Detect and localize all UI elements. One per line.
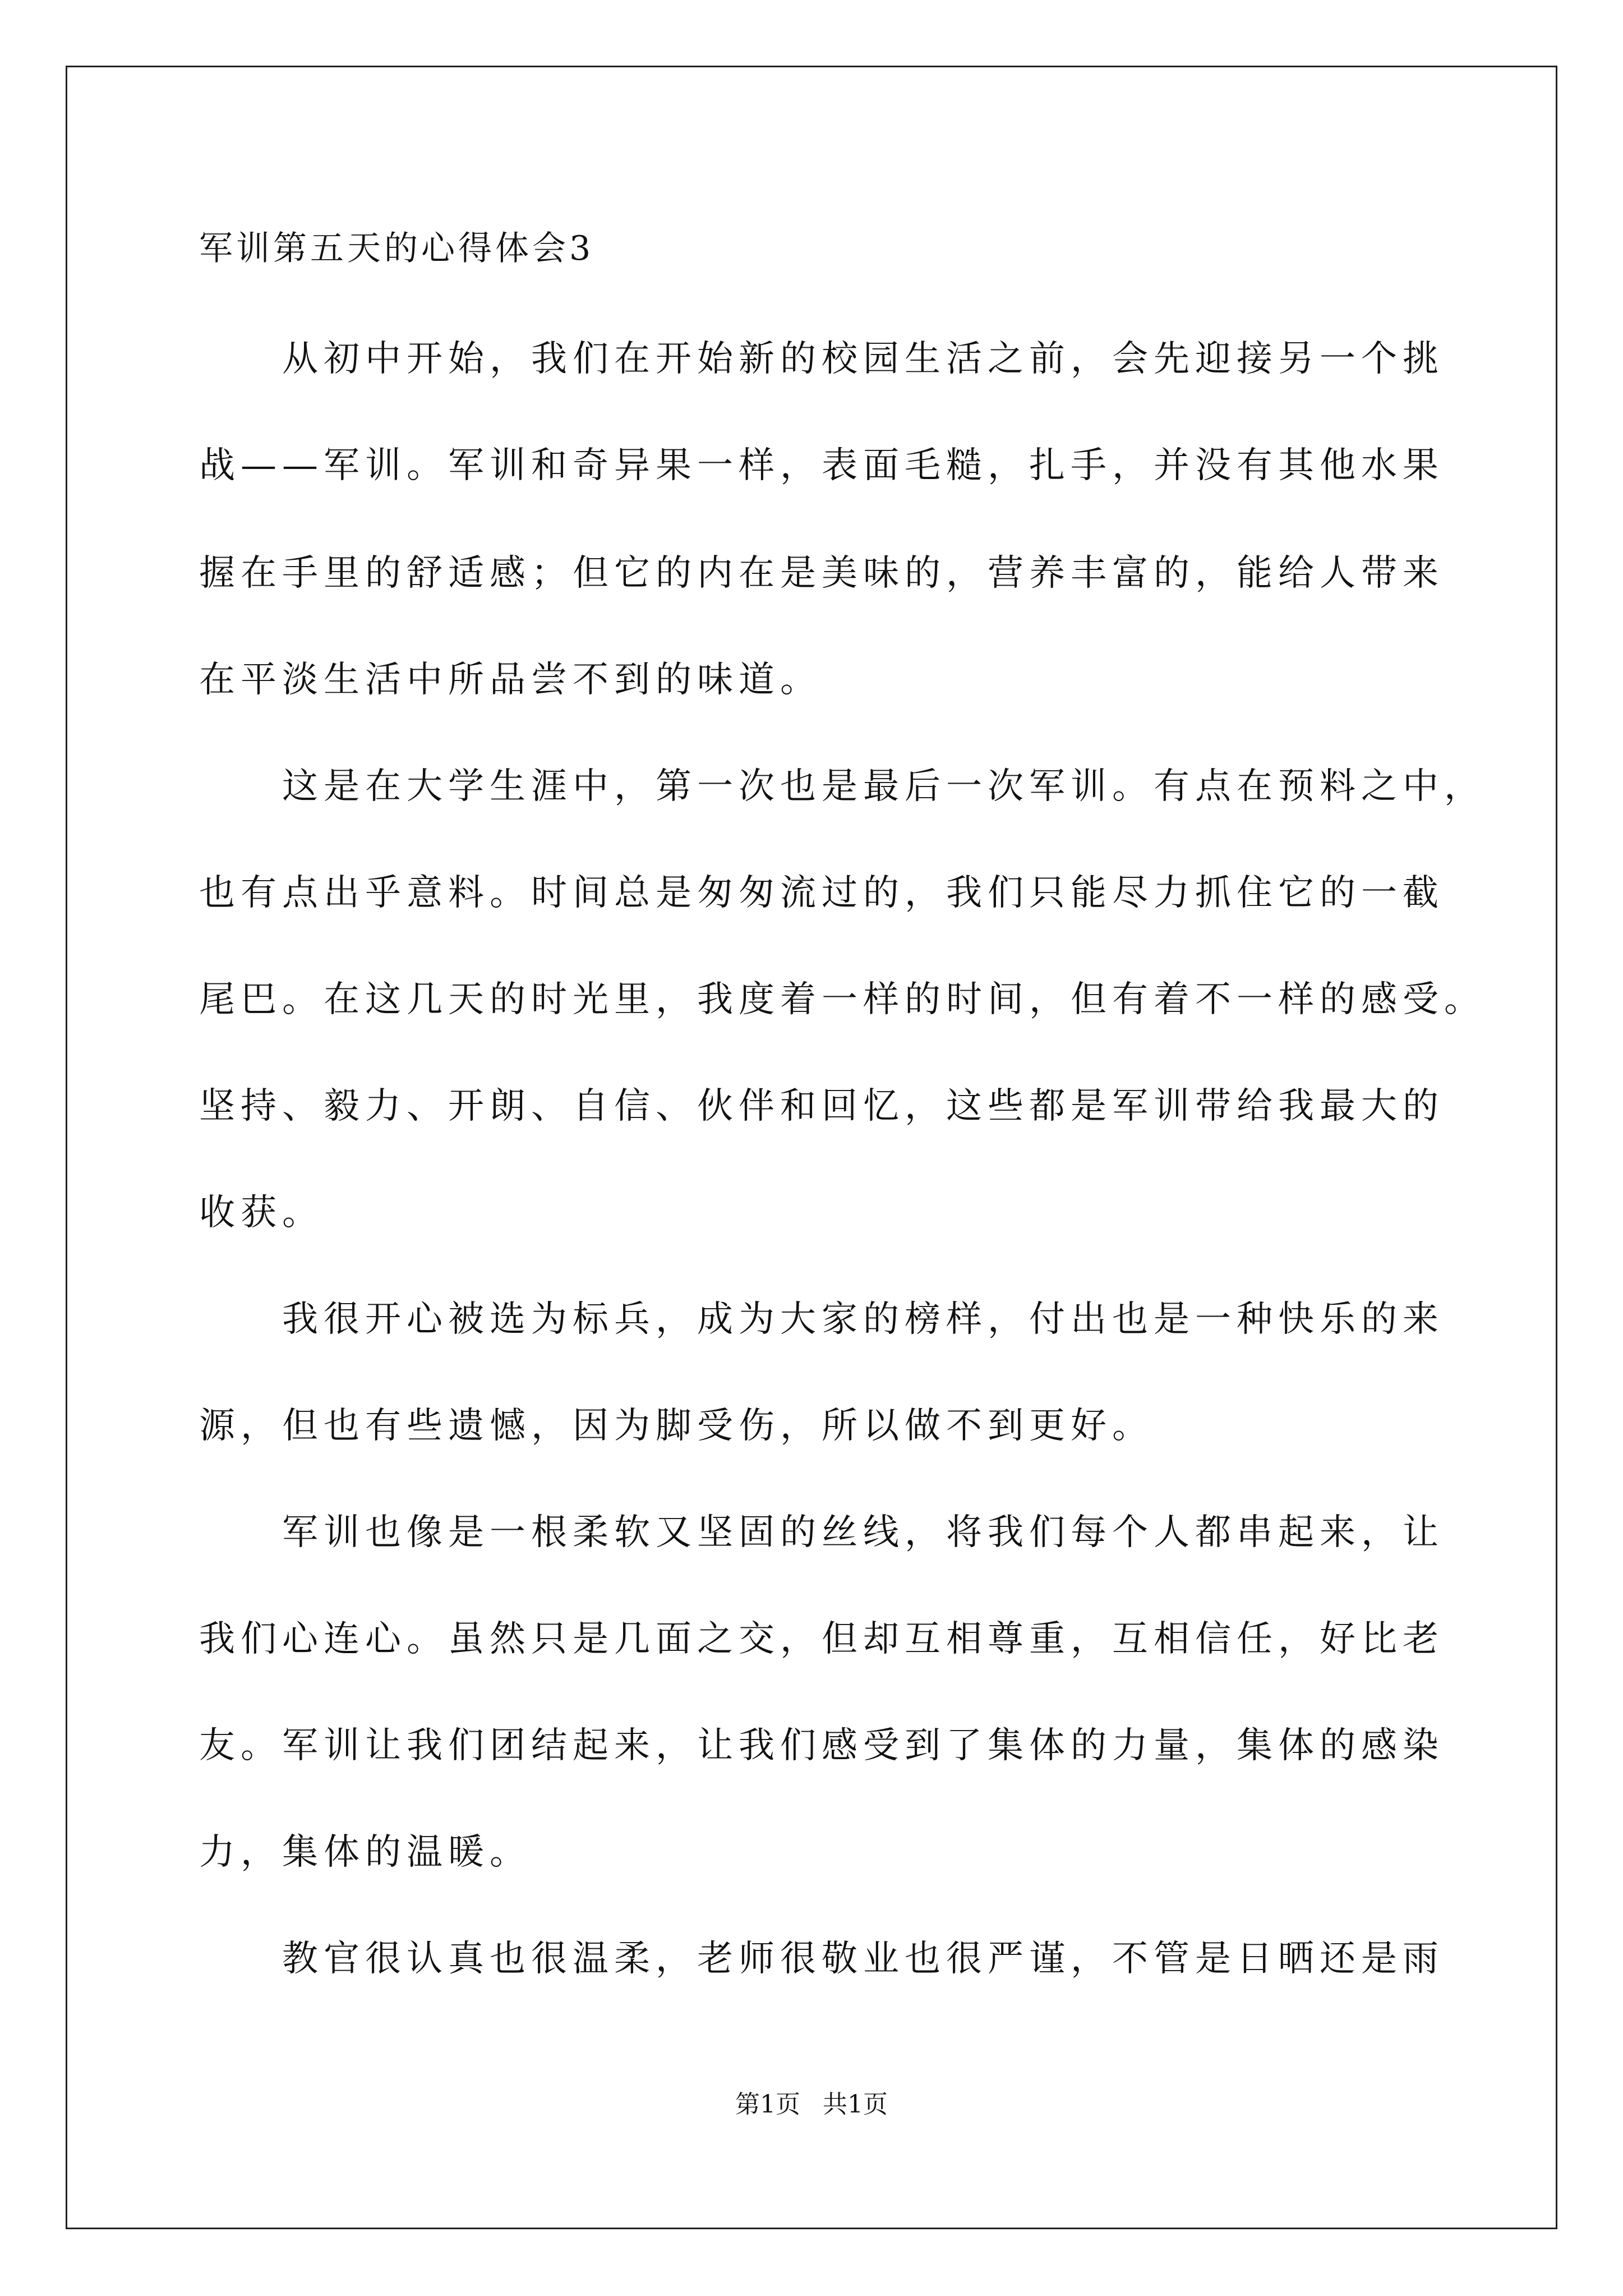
- page-footer: [0, 2088, 1623, 2122]
- paragraph-3-line-2: 源，但也有些遗憾，因为脚受伤，所以做不到更好。: [199, 1405, 1154, 1447]
- paragraph-2-line-5: 收获。: [199, 1192, 324, 1234]
- paragraph-3-line-1: 我很开心被选为标兵，成为大家的榜样，付出也是一种快乐的来: [282, 1299, 1444, 1340]
- page-border: [66, 66, 1557, 2229]
- paragraph-2-line-2: 也有点出乎意料。时间总是匆匆流过的，我们只能尽力抓住它的一截: [199, 872, 1444, 914]
- page-number-current: 第1页: [735, 2090, 800, 2119]
- paragraph-1-line-1: 从初中开始，我们在开始新的校园生活之前，会先迎接另一个挑: [282, 338, 1444, 380]
- paragraph-1-line-3: 握在手里的舒适感；但它的内在是美味的，营养丰富的，能给人带来: [199, 553, 1444, 594]
- paragraph-1-line-2: 战——军训。军训和奇异果一样，表面毛糙，扎手，并没有其他水果: [199, 445, 1444, 486]
- document-title: 军训第五天的心得体会3: [199, 229, 594, 268]
- paragraph-4-line-2: 我们心连心。虽然只是几面之交，但却互相尊重，互相信任，好比老: [199, 1618, 1444, 1660]
- paragraph-2-line-1: 这是在大学生涯中，第一次也是最后一次军训。有点在预料之中，: [282, 766, 1486, 807]
- paragraph-4-line-4: 力，集体的温暖。: [199, 1832, 531, 1873]
- page-number-total: 共1页: [823, 2090, 888, 2119]
- paragraph-2-line-4: 坚持、毅力、开朗、自信、伙伴和回忆，这些都是军训带给我最大的: [199, 1085, 1444, 1127]
- paragraph-4-line-3: 友。军训让我们团结起来，让我们感受到了集体的力量，集体的感染: [199, 1725, 1444, 1766]
- paragraph-4-line-1: 军训也像是一根柔软又坚固的丝线，将我们每个人都串起来，让: [282, 1512, 1444, 1553]
- paragraph-2-line-3: 尾巴。在这几天的时光里，我度着一样的时间，但有着不一样的感受。: [199, 979, 1486, 1020]
- paragraph-1-line-4: 在平淡生活中所品尝不到的味道。: [199, 659, 822, 701]
- paragraph-5-line-1: 教官很认真也很温柔，老师很敬业也很严谨，不管是日晒还是雨: [282, 1938, 1444, 1980]
